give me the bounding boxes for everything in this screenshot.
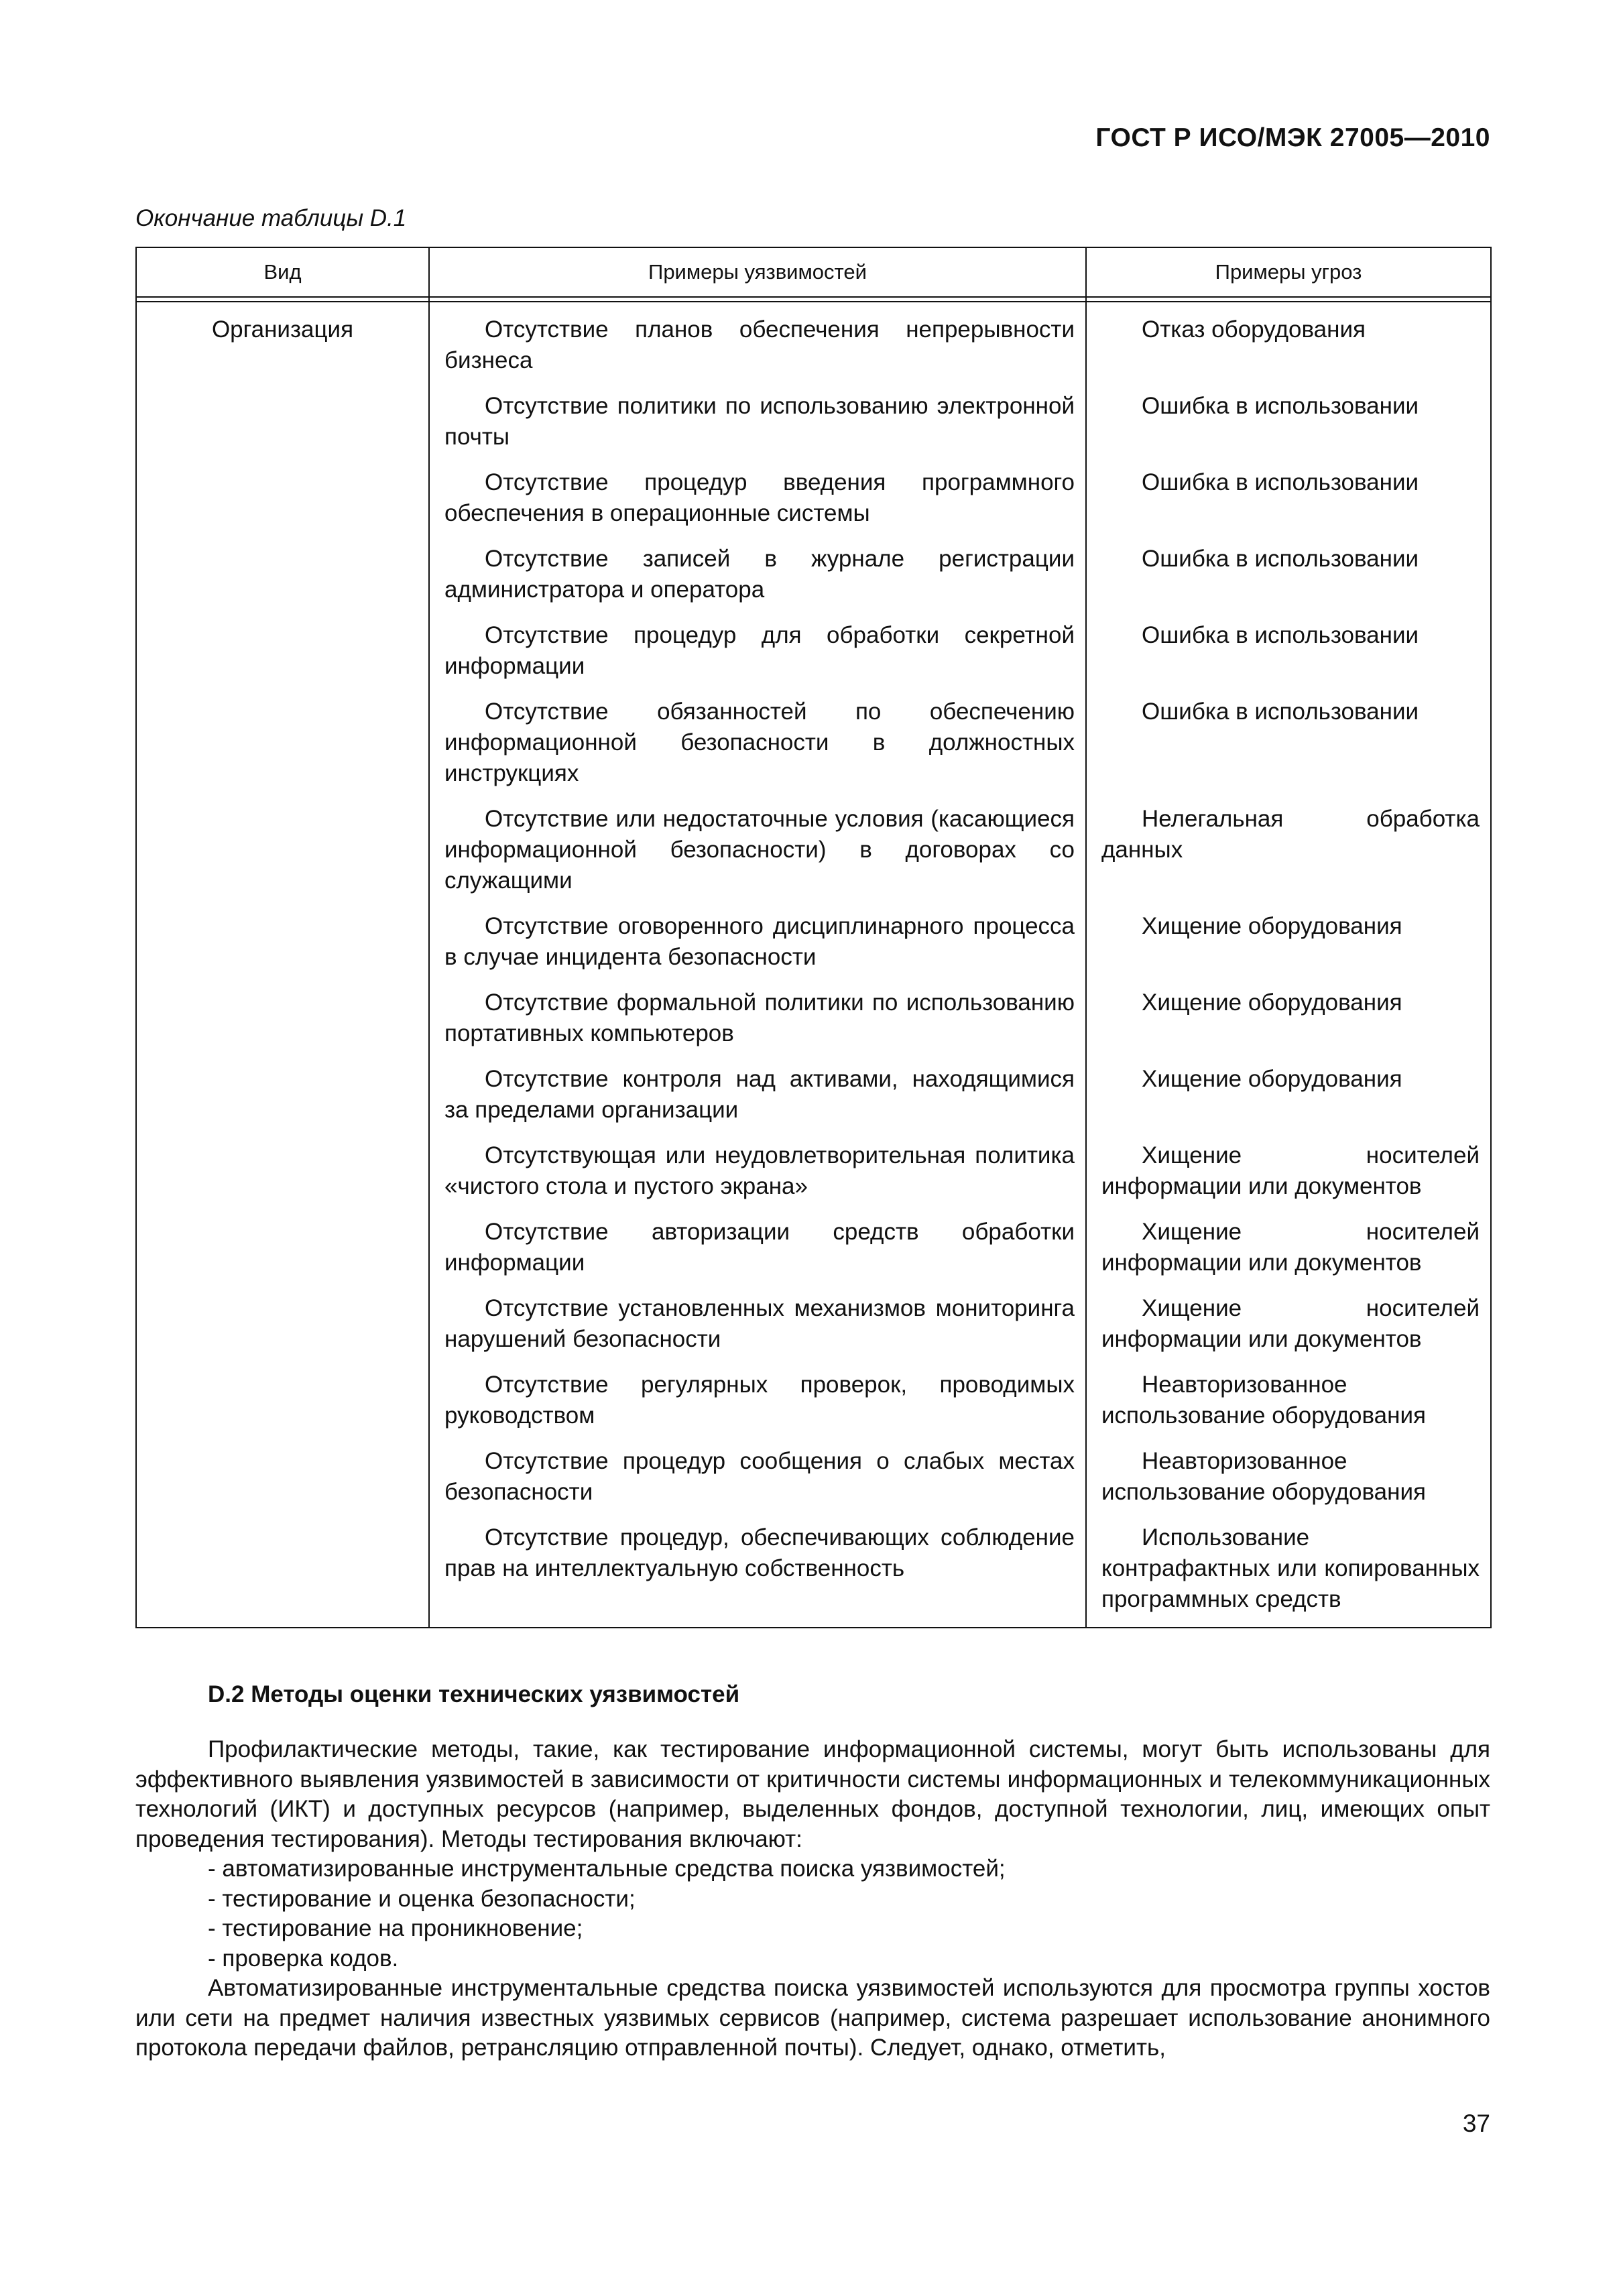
vulnerability-text: Отсутствие планов обеспечения непрерывности бизнеса: [444, 316, 1075, 373]
table-body: [136, 297, 1491, 1628]
table-row: [136, 1522, 1491, 1628]
list-item: - тестирование на проникновение;: [208, 1915, 583, 1941]
table-row: [136, 391, 1491, 467]
vulnerability-cell: [429, 467, 1086, 544]
kind-cell: [136, 620, 429, 697]
kind-cell: Организация: [136, 302, 429, 391]
table-row: [136, 911, 1491, 987]
table-row: [136, 1293, 1491, 1370]
threat-cell: [1086, 1522, 1491, 1628]
vulnerability-cell: [429, 544, 1086, 620]
table-row: [136, 987, 1491, 1064]
table-row: [136, 1140, 1491, 1217]
threat-text: Ошибка в использовании: [1142, 622, 1419, 648]
header-separator: [136, 297, 1491, 302]
threat-text: Хищение носителей информации или документов: [1101, 1142, 1480, 1199]
kind-cell: [136, 1293, 429, 1370]
vulnerability-text: Отсутствие процедур для обработки секретной информации: [444, 622, 1075, 679]
kind-cell: [136, 1370, 429, 1446]
threat-text: Хищение носителей информации или документов: [1101, 1295, 1480, 1352]
threat-text: Хищение оборудования: [1142, 1066, 1402, 1092]
vulnerability-text: Отсутствие обязанностей по обеспечению информационной безопасности в должностных инструкциях: [444, 699, 1075, 786]
header-threats: Примеры угроз: [1086, 247, 1491, 297]
vulnerability-cell: [429, 1140, 1086, 1217]
list-item: - проверка кодов.: [208, 1945, 399, 1972]
vulnerability-text: Отсутствие записей в журнале регистрации администратора и оператора: [444, 546, 1075, 603]
table-row: [136, 1370, 1491, 1446]
table-row: [136, 804, 1491, 911]
table-row: [136, 1064, 1491, 1140]
threat-text: Нелегальная обработка данных: [1101, 806, 1480, 863]
threat-text: Неавторизованное использование оборудования: [1101, 1372, 1426, 1429]
vulnerability-cell: [429, 391, 1086, 467]
table-row: [136, 544, 1491, 620]
vulnerability-cell: [429, 911, 1086, 987]
kind-cell: [136, 1140, 429, 1217]
kind-cell: [136, 544, 429, 620]
kind-cell: [136, 1064, 429, 1140]
kind-cell: [136, 391, 429, 467]
kind-cell: [136, 804, 429, 911]
kind-cell: [136, 911, 429, 987]
methods-list: [135, 1854, 1490, 1974]
section-title: D.2 Методы оценки технических уязвимостей: [208, 1681, 740, 1707]
vulnerability-text: Отсутствие процедур сообщения о слабых местах безопасности: [444, 1448, 1075, 1505]
vulnerability-cell: [429, 302, 1086, 391]
intro-paragraph: Профилактические методы, такие, как тестирование информационной системы, могут быть использованы для эффективного выявления уязвимостей в зависимости от критичности системы информационных и телекоммуникационных технологий (ИКТ) и доступных ресурсов (например, выделенных фондов, доступной технологии, лиц, имеющих опыт проведения тестирования). Методы тестирования включают:: [135, 1736, 1490, 1852]
threat-cell: [1086, 1370, 1491, 1446]
threat-text: Ошибка в использовании: [1142, 469, 1419, 495]
vulnerability-cell: [429, 1217, 1086, 1293]
section-body: [135, 1735, 1490, 2063]
threat-text: Ошибка в использовании: [1142, 546, 1419, 572]
kind-cell: [136, 467, 429, 544]
list-item: - автоматизированные инструментальные средства поиска уязвимостей;: [208, 1856, 1006, 1882]
threat-text: Хищение оборудования: [1142, 989, 1402, 1016]
kind-cell: [136, 987, 429, 1064]
vulnerability-text: Отсутствие установленных механизмов мониторинга нарушений безопасности: [444, 1295, 1075, 1352]
vulnerability-text: Отсутствие формальной политики по использованию портативных компьютеров: [444, 989, 1075, 1046]
vulnerability-cell: [429, 1293, 1086, 1370]
vulnerability-text: Отсутствие авторизации средств обработки информации: [444, 1219, 1075, 1276]
table-row: [136, 467, 1491, 544]
vulnerability-cell: [429, 804, 1086, 911]
vulnerability-text: Отсутствие процедур, обеспечивающих соблюдение прав на интеллектуальную собственность: [444, 1524, 1075, 1581]
kind-cell: [136, 1217, 429, 1293]
vulnerability-cell: [429, 620, 1086, 697]
vulnerability-cell: [429, 1522, 1086, 1628]
vulnerability-text: Отсутствие политики по использованию электронной почты: [444, 393, 1075, 450]
table-row: [136, 620, 1491, 697]
threat-cell: [1086, 1446, 1491, 1522]
table-row: [136, 302, 1491, 391]
table-row: [136, 1446, 1491, 1522]
threat-cell: [1086, 1140, 1491, 1217]
threat-text: Ошибка в использовании: [1142, 393, 1419, 419]
threat-cell: [1086, 1217, 1491, 1293]
threat-cell: [1086, 804, 1491, 911]
threat-cell: [1086, 911, 1491, 987]
threat-text: Хищение носителей информации или документов: [1101, 1219, 1480, 1276]
vulnerability-text: Отсутствие контроля над активами, находящимися за пределами организации: [444, 1066, 1075, 1123]
vulnerability-cell: [429, 1446, 1086, 1522]
vulnerability-text: Отсутствие или недостаточные условия (касающиеся информационной безопасности) в договорах со служащими: [444, 806, 1075, 894]
vulnerability-cell: [429, 697, 1086, 804]
threat-cell: [1086, 467, 1491, 544]
header-vulnerabilities: Примеры уязвимостей: [429, 247, 1086, 297]
vulnerability-cell: [429, 1370, 1086, 1446]
kind-cell: [136, 1522, 429, 1628]
threat-text: Неавторизованное использование оборудования: [1101, 1448, 1426, 1505]
threat-cell: [1086, 1064, 1491, 1140]
page-number: 37: [1462, 2110, 1490, 2137]
document-code: ГОСТ Р ИСО/МЭК 27005—2010: [1095, 123, 1490, 152]
threat-cell: [1086, 544, 1491, 620]
outro-paragraph: Автоматизированные инструментальные средства поиска уязвимостей используются для просмотра группы хостов или сети на предмет наличия известных уязвимых сервисов (например, система разрешает использование анонимного протокола передачи файлов, ретрансляцию отправленной почты). Следует, однако, отметить,: [135, 1975, 1490, 2061]
vulnerability-text: Отсутствие регулярных проверок, проводимых руководством: [444, 1372, 1075, 1429]
vulnerability-table: [135, 247, 1492, 1628]
threat-text: Хищение оборудования: [1142, 913, 1402, 939]
threat-cell: [1086, 302, 1491, 391]
list-item: - тестирование и оценка безопасности;: [208, 1885, 636, 1912]
threat-text: Использование контрафактных или копированных программных средств: [1101, 1524, 1480, 1612]
table-row: [136, 1217, 1491, 1293]
vulnerability-text: Отсутствующая или неудовлетворительная политика «чистого стола и пустого экрана»: [444, 1142, 1075, 1199]
threat-cell: [1086, 697, 1491, 804]
threat-text: Отказ оборудования: [1142, 316, 1366, 343]
kind-cell: [136, 1446, 429, 1522]
vulnerability-text: Отсутствие оговоренного дисциплинарного процесса в случае инцидента безопасности: [444, 913, 1075, 970]
threat-cell: [1086, 391, 1491, 467]
table-caption: Окончание таблицы D.1: [135, 205, 407, 231]
threat-text: Ошибка в использовании: [1142, 699, 1419, 725]
kind-cell: [136, 697, 429, 804]
table-row: [136, 697, 1491, 804]
vulnerability-cell: [429, 987, 1086, 1064]
header-kind: Вид: [136, 247, 429, 297]
table-header-row: [136, 247, 1491, 297]
vulnerability-cell: [429, 1064, 1086, 1140]
vulnerability-text: Отсутствие процедур введения программного обеспечения в операционные системы: [444, 469, 1075, 526]
threat-cell: [1086, 987, 1491, 1064]
threat-cell: [1086, 620, 1491, 697]
threat-cell: [1086, 1293, 1491, 1370]
